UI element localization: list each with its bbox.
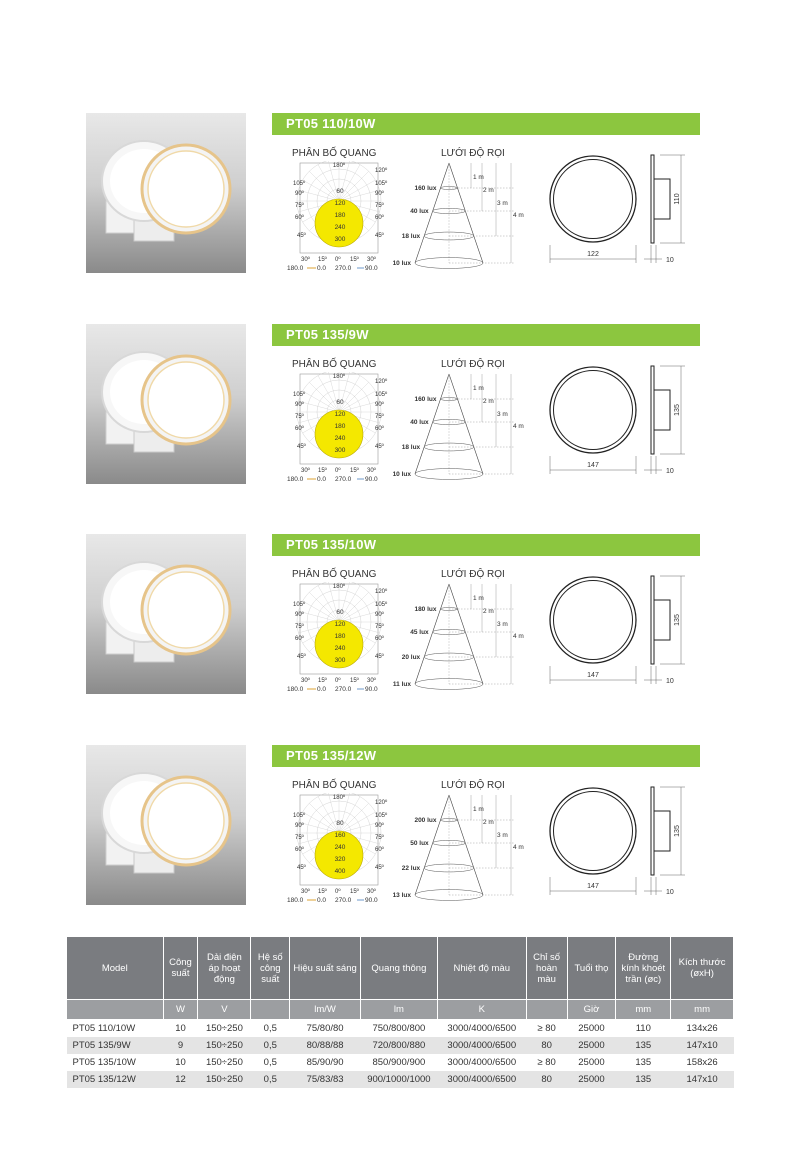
polar-scale-label: 120 (334, 200, 346, 207)
angle-label: 105º (293, 813, 306, 819)
col-voltage: Dải điện áp hoạt động (198, 937, 251, 1000)
product-section (0, 745, 800, 905)
col-cct: Nhiệt độ màu (437, 937, 526, 1000)
angle-label: 30º (301, 678, 310, 684)
lux-label: 40 lux (410, 208, 429, 215)
angle-label: 120º (375, 589, 388, 595)
cone-heading: LƯỚI ĐỘ RỌI (441, 780, 505, 791)
distance-label: 2 m (483, 608, 494, 615)
lux-label: 40 lux (410, 419, 429, 426)
spec-cell: ≥ 80 (526, 1054, 567, 1071)
legend-label: 270.0 (335, 476, 352, 483)
lux-label: 160 lux (414, 396, 437, 403)
spec-cell: 0,5 (251, 1071, 290, 1088)
spec-cell: 150÷250 (198, 1037, 251, 1054)
angle-label: 60º (295, 215, 304, 221)
col-cri: Chỉ số hoàn màu (526, 937, 567, 1000)
angle-label: 75º (375, 624, 384, 630)
polar-scale-label: 320 (334, 856, 346, 863)
spec-cell: 135 (616, 1071, 671, 1088)
polar-diagram (280, 582, 390, 702)
spec-cell: 720/800/880 (360, 1037, 437, 1054)
diameter-label: 147 (587, 462, 599, 469)
spec-cell: 150÷250 (198, 1054, 251, 1071)
spec-cell: 150÷250 (198, 1071, 251, 1088)
polar-scale-label: 120 (334, 411, 346, 418)
distance-label: 4 m (513, 423, 524, 430)
table-row (67, 1020, 734, 1038)
angle-label: 45º (297, 654, 306, 660)
legend-label: 0.0 (317, 686, 327, 693)
distance-label: 1 m (473, 806, 484, 813)
spec-cell: 0,5 (251, 1020, 290, 1038)
cone-heading: LƯỚI ĐỘ RỌI (441, 569, 505, 580)
table-row (67, 1071, 734, 1088)
spec-cell: 134x26 (671, 1020, 734, 1038)
spec-cell: 3000/4000/6500 (437, 1037, 526, 1054)
angle-label: 15º (350, 678, 359, 684)
distance-label: 2 m (483, 398, 494, 405)
product-title: PT05 135/9W (286, 327, 369, 342)
polar-scale-label: 240 (334, 224, 346, 231)
lux-label: 13 lux (392, 892, 411, 899)
illuminance-cone (385, 370, 525, 490)
polar-scale-label: 240 (334, 844, 346, 851)
spec-cell: 0,5 (251, 1037, 290, 1054)
lux-label: 22 lux (401, 865, 421, 872)
legend-label: 90.0 (365, 686, 378, 693)
spec-cell: 0,5 (251, 1054, 290, 1071)
polar-scale-label: 60 (336, 609, 344, 616)
height-label: 135 (674, 404, 681, 416)
col-efficacy: Hiệu suất sáng (290, 937, 361, 1000)
unit-cell (251, 1000, 290, 1020)
angle-label: 105º (375, 392, 388, 398)
spec-cell: 12 (163, 1071, 198, 1088)
legend-label: 180.0 (287, 476, 304, 483)
angle-label: 90º (375, 823, 384, 829)
dimension-drawing (540, 362, 700, 487)
lux-label: 18 lux (401, 444, 421, 451)
angle-label: 15º (350, 889, 359, 895)
spec-cell: 135 (616, 1054, 671, 1071)
angle-label: 90º (295, 402, 304, 408)
polar-scale-label: 80 (336, 820, 344, 827)
angle-label: 60º (375, 215, 384, 221)
product-photo (86, 745, 246, 905)
angle-label: 45º (375, 444, 384, 450)
unit-cell (67, 1000, 164, 1020)
polar-diagram (280, 161, 390, 281)
front-view-outline (550, 156, 636, 242)
front-view-inner (554, 371, 633, 450)
unit-cell (526, 1000, 567, 1020)
angle-label: 15º (350, 257, 359, 263)
angle-label: 15º (318, 889, 327, 895)
angle-label: 75º (295, 835, 304, 841)
lux-label: 45 lux (410, 629, 429, 636)
spec-cell: 75/80/80 (290, 1020, 361, 1038)
spec-cell: 147x10 (671, 1037, 734, 1054)
angle-label: 180º (332, 584, 346, 590)
legend-label: 90.0 (365, 897, 378, 904)
spec-cell: 3000/4000/6500 (437, 1020, 526, 1038)
spec-cell: 150÷250 (198, 1020, 251, 1038)
legend-label: 0.0 (317, 265, 327, 272)
distance-label: 1 m (473, 385, 484, 392)
diameter-label: 147 (587, 883, 599, 890)
cone-heading: LƯỚI ĐỘ RỌI (441, 359, 505, 370)
distance-label: 4 m (513, 212, 524, 219)
spec-cell: 135 (616, 1037, 671, 1054)
col-power: Công suất (163, 937, 198, 1000)
angle-label: 15º (318, 257, 327, 263)
angle-label: 30º (367, 678, 376, 684)
legend-label: 180.0 (287, 686, 304, 693)
angle-label: 180º (332, 795, 346, 801)
unit-cell: V (198, 1000, 251, 1020)
polar-scale-label: 300 (334, 447, 346, 454)
angle-label: 90º (295, 191, 304, 197)
angle-label: 90º (375, 612, 384, 618)
product-title-bar (272, 534, 700, 556)
polar-heading: PHÂN BỐ QUANG (292, 359, 377, 370)
model-cell: PT05 135/10W (67, 1054, 164, 1071)
angle-label: 45º (297, 444, 306, 450)
angle-label: 15º (318, 468, 327, 474)
angle-label: 105º (293, 181, 306, 187)
front-view-inner (554, 160, 633, 239)
spec-cell: ≥ 80 (526, 1020, 567, 1038)
spec-cell: 25000 (567, 1071, 616, 1088)
height-label: 135 (674, 614, 681, 626)
angle-label: 105º (375, 602, 388, 608)
angle-label: 15º (350, 468, 359, 474)
spec-cell: 3000/4000/6500 (437, 1054, 526, 1071)
height-label: 135 (674, 825, 681, 837)
angle-label: 105º (293, 602, 306, 608)
unit-cell: lm/W (290, 1000, 361, 1020)
dimension-drawing (540, 572, 700, 697)
angle-label: 30º (301, 257, 310, 263)
front-view-outline (550, 577, 636, 663)
spec-cell: 158x26 (671, 1054, 734, 1071)
legend-label: 90.0 (365, 265, 378, 272)
product-title: PT05 110/10W (286, 116, 376, 131)
angle-label: 0º (335, 678, 341, 684)
front-view-outline (550, 788, 636, 874)
downlight-image (86, 324, 246, 484)
angle-label: 90º (295, 612, 304, 618)
angle-label: 45º (375, 233, 384, 239)
angle-label: 90º (375, 191, 384, 197)
product-title: PT05 135/10W (286, 537, 377, 552)
distance-label: 3 m (497, 832, 508, 839)
spec-cell: 9 (163, 1037, 198, 1054)
spec-cell: 3000/4000/6500 (437, 1071, 526, 1088)
model-cell: PT05 135/12W (67, 1071, 164, 1088)
unit-cell: mm (671, 1000, 734, 1020)
table-row (67, 1037, 734, 1054)
unit-cell: K (437, 1000, 526, 1020)
col-lumen: Quang thông (360, 937, 437, 1000)
lux-label: 160 lux (414, 185, 437, 192)
model-cell: PT05 135/9W (67, 1037, 164, 1054)
downlight-image (86, 113, 246, 273)
downlight-image (86, 745, 246, 905)
lux-label: 18 lux (401, 233, 421, 240)
legend-label: 270.0 (335, 897, 352, 904)
downlight-image (86, 534, 246, 694)
polar-diagram (280, 372, 390, 492)
polar-heading: PHÂN BỐ QUANG (292, 569, 377, 580)
product-section (0, 324, 800, 484)
front-view-outline (550, 367, 636, 453)
spec-cell: 85/90/90 (290, 1054, 361, 1071)
angle-label: 30º (301, 889, 310, 895)
angle-label: 120º (375, 800, 388, 806)
polar-diagram (280, 793, 390, 913)
col-power-factor: Hệ số công suất (251, 937, 290, 1000)
spec-cell: 900/1000/1000 (360, 1071, 437, 1088)
product-section (0, 534, 800, 694)
height-label: 110 (674, 193, 681, 205)
distance-label: 3 m (497, 621, 508, 628)
angle-label: 105º (375, 813, 388, 819)
illuminance-cone (385, 159, 525, 279)
legend-label: 90.0 (365, 476, 378, 483)
angle-label: 0º (335, 889, 341, 895)
product-title-bar (272, 745, 700, 767)
angle-label: 90º (375, 402, 384, 408)
illuminance-cone (385, 580, 525, 700)
front-view-inner (554, 581, 633, 660)
polar-heading: PHÂN BỐ QUANG (292, 780, 377, 791)
diameter-label: 147 (587, 672, 599, 679)
spec-cell: 25000 (567, 1037, 616, 1054)
lux-label: 11 lux (392, 681, 411, 688)
lux-label: 200 lux (414, 817, 437, 824)
spec-cell: 25000 (567, 1054, 616, 1071)
table-header-row (67, 937, 734, 1000)
distance-label: 4 m (513, 844, 524, 851)
polar-scale-label: 180 (334, 633, 346, 640)
lux-label: 180 lux (414, 606, 437, 613)
unit-cell: lm (360, 1000, 437, 1020)
angle-label: 75º (375, 414, 384, 420)
illuminance-cone (385, 791, 525, 911)
spec-cell: 25000 (567, 1020, 616, 1038)
legend-label: 180.0 (287, 897, 304, 904)
legend-label: 270.0 (335, 265, 352, 272)
polar-scale-label: 160 (334, 832, 346, 839)
angle-label: 30º (367, 257, 376, 263)
unit-cell: mm (616, 1000, 671, 1020)
angle-label: 105º (293, 392, 306, 398)
polar-scale-label: 400 (334, 868, 346, 875)
product-photo (86, 324, 246, 484)
angle-label: 45º (297, 233, 306, 239)
angle-label: 45º (297, 865, 306, 871)
col-lifetime: Tuổi thọ (567, 937, 616, 1000)
unit-cell: Giờ (567, 1000, 616, 1020)
angle-label: 30º (367, 889, 376, 895)
product-photo (86, 534, 246, 694)
product-title-bar (272, 324, 700, 346)
spec-table (66, 936, 734, 1088)
spec-cell: 110 (616, 1020, 671, 1038)
dimension-drawing (540, 151, 700, 276)
polar-scale-label: 180 (334, 212, 346, 219)
angle-label: 180º (332, 374, 346, 380)
angle-label: 60º (375, 847, 384, 853)
lux-label: 10 lux (392, 471, 411, 478)
lux-label: 20 lux (401, 654, 421, 661)
angle-label: 60º (295, 847, 304, 853)
angle-label: 90º (295, 823, 304, 829)
unit-cell: W (163, 1000, 198, 1020)
angle-label: 60º (295, 636, 304, 642)
col-model: Model (67, 937, 164, 1000)
angle-label: 120º (375, 168, 388, 174)
col-cutout: Đường kính khoét trần (øc) (616, 937, 671, 1000)
lux-label: 50 lux (410, 840, 429, 847)
legend-label: 180.0 (287, 265, 304, 272)
depth-label: 10 (666, 678, 674, 685)
angle-label: 75º (295, 203, 304, 209)
spec-cell: 80/88/88 (290, 1037, 361, 1054)
angle-label: 75º (375, 203, 384, 209)
angle-label: 75º (295, 624, 304, 630)
distance-label: 2 m (483, 819, 494, 826)
diameter-label: 122 (587, 251, 599, 258)
spec-cell: 75/83/83 (290, 1071, 361, 1088)
polar-scale-label: 240 (334, 645, 346, 652)
legend-label: 0.0 (317, 897, 327, 904)
spec-cell: 80 (526, 1071, 567, 1088)
distance-label: 2 m (483, 187, 494, 194)
legend-label: 270.0 (335, 686, 352, 693)
angle-label: 60º (375, 426, 384, 432)
angle-label: 75º (295, 414, 304, 420)
spec-cell: 10 (163, 1054, 198, 1071)
polar-heading: PHÂN BỐ QUANG (292, 148, 377, 159)
depth-label: 10 (666, 257, 674, 264)
angle-label: 0º (335, 468, 341, 474)
distance-label: 1 m (473, 595, 484, 602)
product-title-bar (272, 113, 700, 135)
spec-cell: 80 (526, 1037, 567, 1054)
angle-label: 75º (375, 835, 384, 841)
distance-label: 1 m (473, 174, 484, 181)
legend-label: 0.0 (317, 476, 327, 483)
spec-cell: 10 (163, 1020, 198, 1038)
col-size: Kích thước (øxH) (671, 937, 734, 1000)
polar-scale-label: 120 (334, 621, 346, 628)
front-view-inner (554, 792, 633, 871)
depth-label: 10 (666, 468, 674, 475)
depth-label: 10 (666, 889, 674, 896)
cone-heading: LƯỚI ĐỘ RỌI (441, 148, 505, 159)
model-cell: PT05 110/10W (67, 1020, 164, 1038)
product-section (0, 113, 800, 273)
angle-label: 180º (332, 163, 346, 169)
lux-label: 10 lux (392, 260, 411, 267)
angle-label: 105º (375, 181, 388, 187)
table-row (67, 1054, 734, 1071)
polar-scale-label: 180 (334, 423, 346, 430)
spec-cell: 750/800/800 (360, 1020, 437, 1038)
angle-label: 30º (301, 468, 310, 474)
polar-scale-label: 300 (334, 657, 346, 664)
angle-label: 45º (375, 654, 384, 660)
product-title: PT05 135/12W (286, 748, 377, 763)
angle-label: 120º (375, 379, 388, 385)
angle-label: 15º (318, 678, 327, 684)
polar-scale-label: 60 (336, 188, 344, 195)
angle-label: 45º (375, 865, 384, 871)
polar-scale-label: 300 (334, 236, 346, 243)
spec-cell: 850/900/900 (360, 1054, 437, 1071)
distance-label: 3 m (497, 411, 508, 418)
angle-label: 0º (335, 257, 341, 263)
distance-label: 4 m (513, 633, 524, 640)
distance-label: 3 m (497, 200, 508, 207)
angle-label: 30º (367, 468, 376, 474)
spec-cell: 147x10 (671, 1071, 734, 1088)
angle-label: 60º (295, 426, 304, 432)
polar-scale-label: 240 (334, 435, 346, 442)
polar-scale-label: 60 (336, 399, 344, 406)
dimension-drawing (540, 783, 700, 908)
product-photo (86, 113, 246, 273)
angle-label: 60º (375, 636, 384, 642)
table-units-row (67, 1000, 734, 1020)
